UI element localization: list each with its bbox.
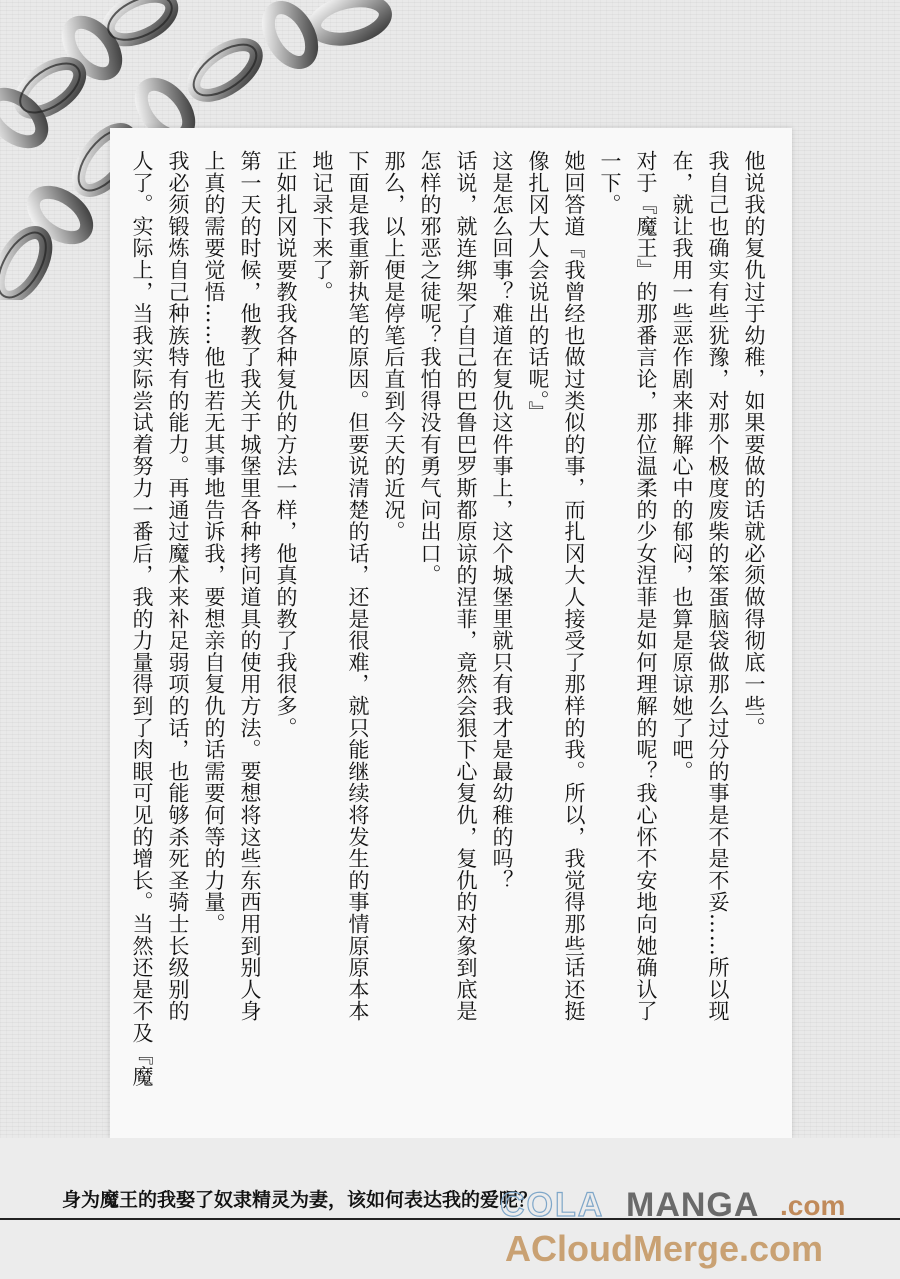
text-column: 一下。: [598, 150, 622, 216]
text-column: 我必须锻炼自己种族特有的能力。再通过魔术来补足弱项的话，也能够杀死圣骑士长级别的: [166, 150, 190, 1022]
chain-link: [12, 54, 88, 122]
text-column: 这是怎么回事？难道在复仇这件事上，这个城堡里就只有我才是最幼稚的吗？: [490, 150, 514, 892]
text-column: 第一天的时候，他教了我关于城堡里各种拷问道具的使用方法。要想将这些东西用到别人身: [238, 150, 262, 1022]
chain-link: [259, 0, 320, 70]
watermark-manga: MANGA: [626, 1186, 760, 1224]
text-column: 像扎冈大人会说出的话呢。』: [526, 150, 550, 423]
text-column: 人了。实际上，当我实际尝试着努力一番后，我的力量得到了肉眼可见的增长。当然还是不及『魔: [130, 150, 154, 1088]
text-column: 那么，以上便是停笔后直到今天的近况。: [382, 150, 406, 543]
text-column: 对于『魔王』的那番言论，那位温柔的少女涅菲是如何理解的呢？我心怀不安地向她确认了: [634, 150, 658, 1022]
footer-divider: [0, 1218, 900, 1220]
chain-link: [25, 183, 95, 247]
chain-link: [311, 0, 389, 45]
chain-link: [102, 0, 179, 49]
watermark-acloudmerge: ACloudMerge.com: [505, 1228, 824, 1269]
text-column: 他说我的复仇过于幼稚，如果要做的话就必须做得彻底一些。: [742, 150, 766, 739]
text-column: 下面是我重新执笔的原因。但要说清楚的话，还是很难，就只能继续将发生的事情原原本本: [346, 150, 370, 1022]
book-title: 身为魔王的我娶了奴隶精灵为妻，该如何表达我的爱呢？: [62, 1189, 538, 1211]
chain-link: [0, 85, 51, 151]
watermark-com: .com: [780, 1190, 846, 1221]
text-column: 上真的需要觉悟……他也若无其事地告诉我，要想亲自复仇的话需要何等的力量。: [202, 150, 226, 935]
text-column: 话说，就连绑架了自己的巴鲁巴罗斯都原谅的涅菲，竟然会狠下心复仇，复仇的对象到底是: [454, 150, 478, 1022]
text-column: 怎样的邪恶之徒呢？我怕得没有勇气问出口。: [418, 150, 442, 586]
watermark-cola: COLA: [500, 1186, 605, 1224]
chain-link: [185, 35, 265, 106]
text-column: 正如扎冈说要教我各种复仇的方法一样，他真的教了我很多。: [274, 150, 298, 739]
chain-link: [59, 13, 125, 82]
text-column: 地记录下来了。: [310, 150, 334, 303]
chain-link: [0, 225, 56, 300]
text-column: 在，就让我用一些恶作剧来排解心中的郁闷，也算是原谅她了吧。: [670, 150, 694, 783]
text-column: 她回答道『我曾经也做过类似的事，而扎冈大人接受了那样的我。所以，我觉得那些话还挺: [562, 150, 586, 1022]
text-column: 我自己也确实有些犹豫，对那个极度废柴的笨蛋脑袋做那么过分的事是不是不妥……所以现: [706, 150, 730, 1022]
